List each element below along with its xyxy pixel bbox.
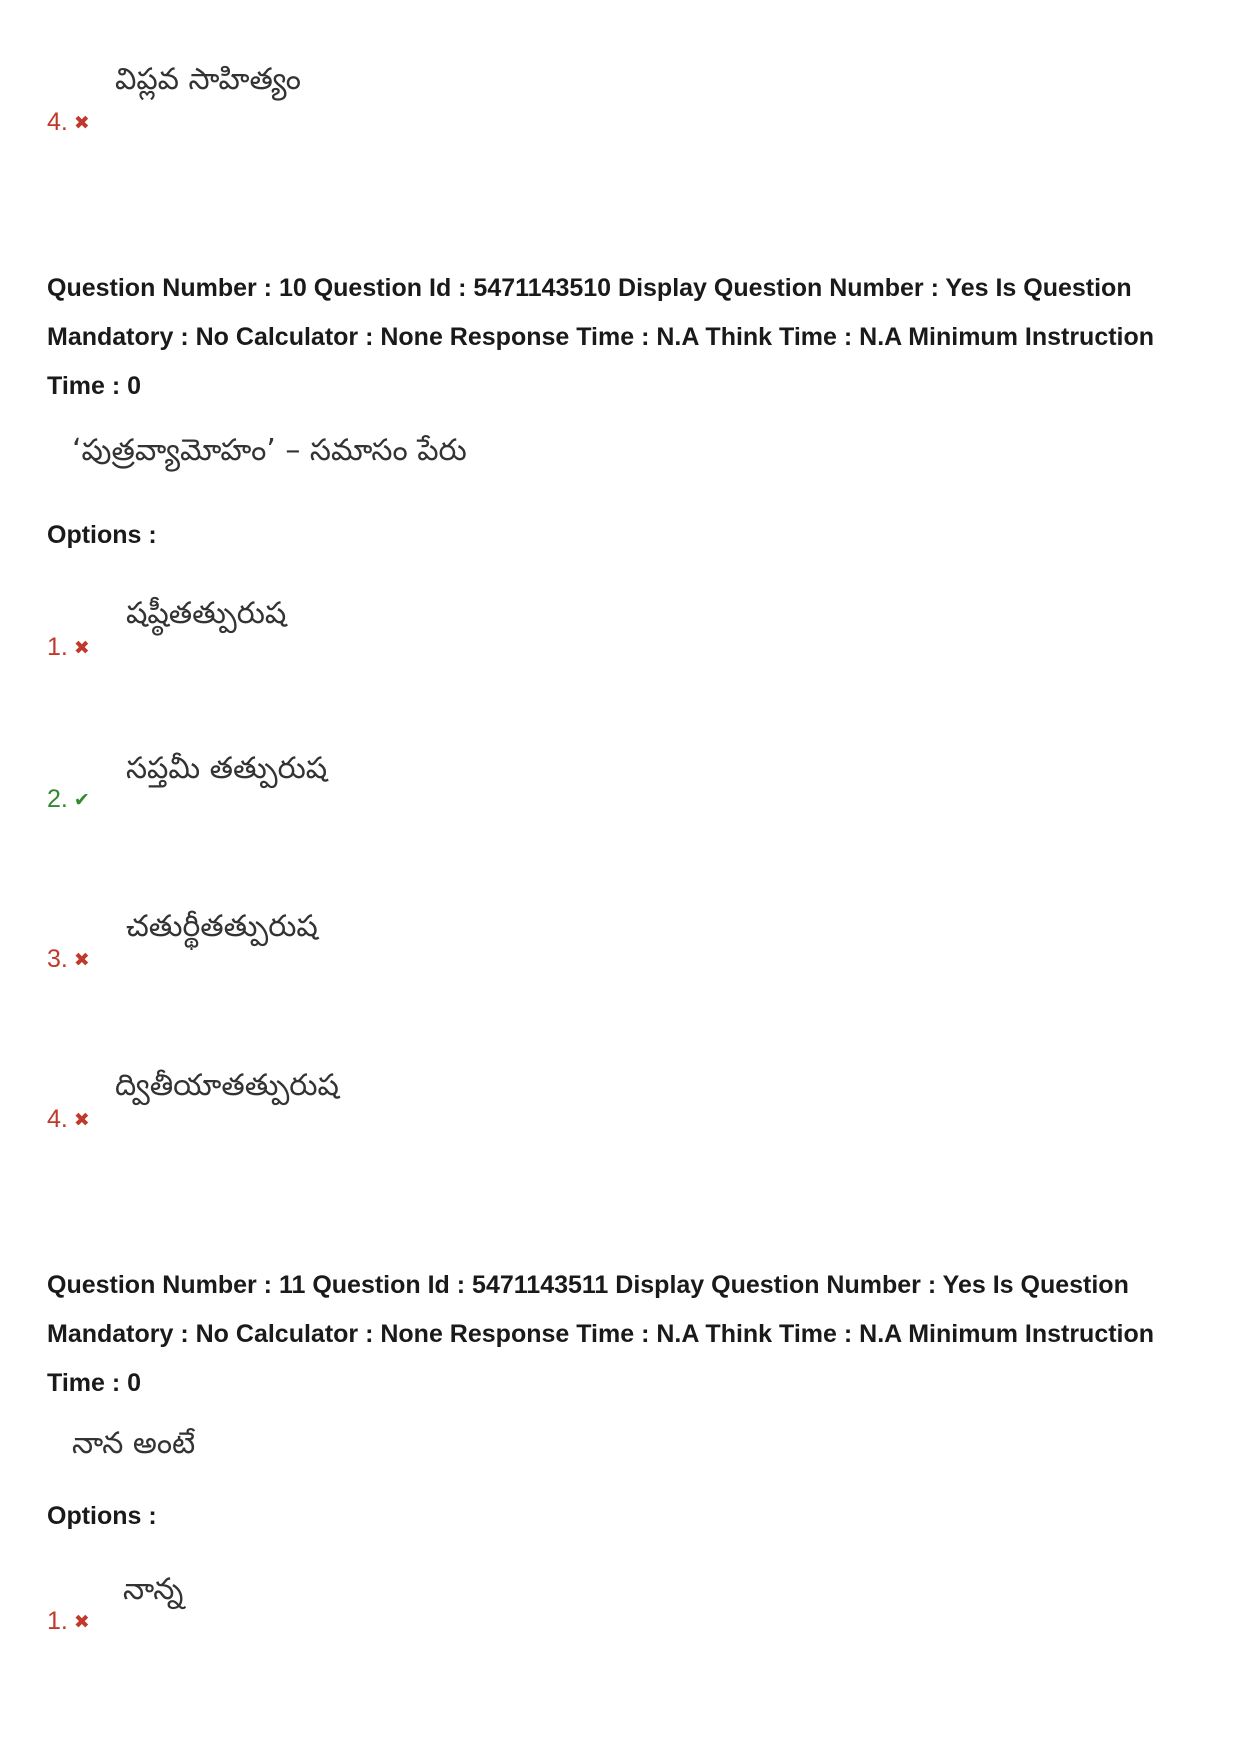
option-item <box>47 596 647 676</box>
option-marker <box>47 1104 90 1136</box>
option-text: ద్వితీయాతత్పురుష <box>115 1068 339 1103</box>
cross-icon: ✖ <box>73 1612 90 1633</box>
cross-icon: ✖ <box>73 1110 90 1131</box>
option-number: 4. <box>47 108 68 136</box>
option-text: విప్లవ సాహిత్యం <box>115 62 301 97</box>
question-text: నాన అంటే <box>72 1426 196 1461</box>
option-number: 2. <box>47 785 68 813</box>
question-text: ‘పుత్రవ్యామోహం’ – సమాసం పేరు <box>72 433 467 468</box>
options-label: Options : <box>47 521 157 549</box>
option-marker <box>47 632 90 664</box>
option-text: షష్ఠీతత్పురుష <box>126 596 287 631</box>
check-icon: ✔ <box>73 790 90 811</box>
cross-icon: ✖ <box>73 638 90 659</box>
option-number: 1. <box>47 633 68 661</box>
option-marker <box>47 944 90 976</box>
cross-icon: ✖ <box>73 113 90 134</box>
options-label: Options : <box>47 1502 157 1530</box>
cross-icon: ✖ <box>73 950 90 971</box>
question-meta: Question Number : 11 Question Id : 5471143511 Display Question Number : Yes Is Question Mandatory : No Calculator : None Response Time : N.A Think Time : N.A Minimum Instruction Time : 0 <box>47 1271 1155 1397</box>
option-item <box>47 1572 647 1652</box>
question-meta: Question Number : 10 Question Id : 5471143510 Display Question Number : Yes Is Question Mandatory : No Calculator : None Response Time : N.A Think Time : N.A Minimum Instruction Time : 0 <box>47 274 1155 400</box>
option-number: 3. <box>47 945 68 973</box>
option-item <box>47 909 647 989</box>
option-text: నాన్న <box>123 1572 184 1607</box>
option-marker <box>47 107 90 139</box>
option-marker <box>47 1606 90 1638</box>
option-text: సప్తమీ తత్పురుష <box>126 751 328 786</box>
option-number: 1. <box>47 1607 68 1635</box>
option-number: 4. <box>47 1105 68 1133</box>
option-marker <box>47 784 90 816</box>
option-item <box>47 1068 647 1148</box>
option-item <box>47 751 647 831</box>
option-text: చతుర్థీతత్పురుష <box>126 909 318 944</box>
option-item <box>47 62 647 142</box>
